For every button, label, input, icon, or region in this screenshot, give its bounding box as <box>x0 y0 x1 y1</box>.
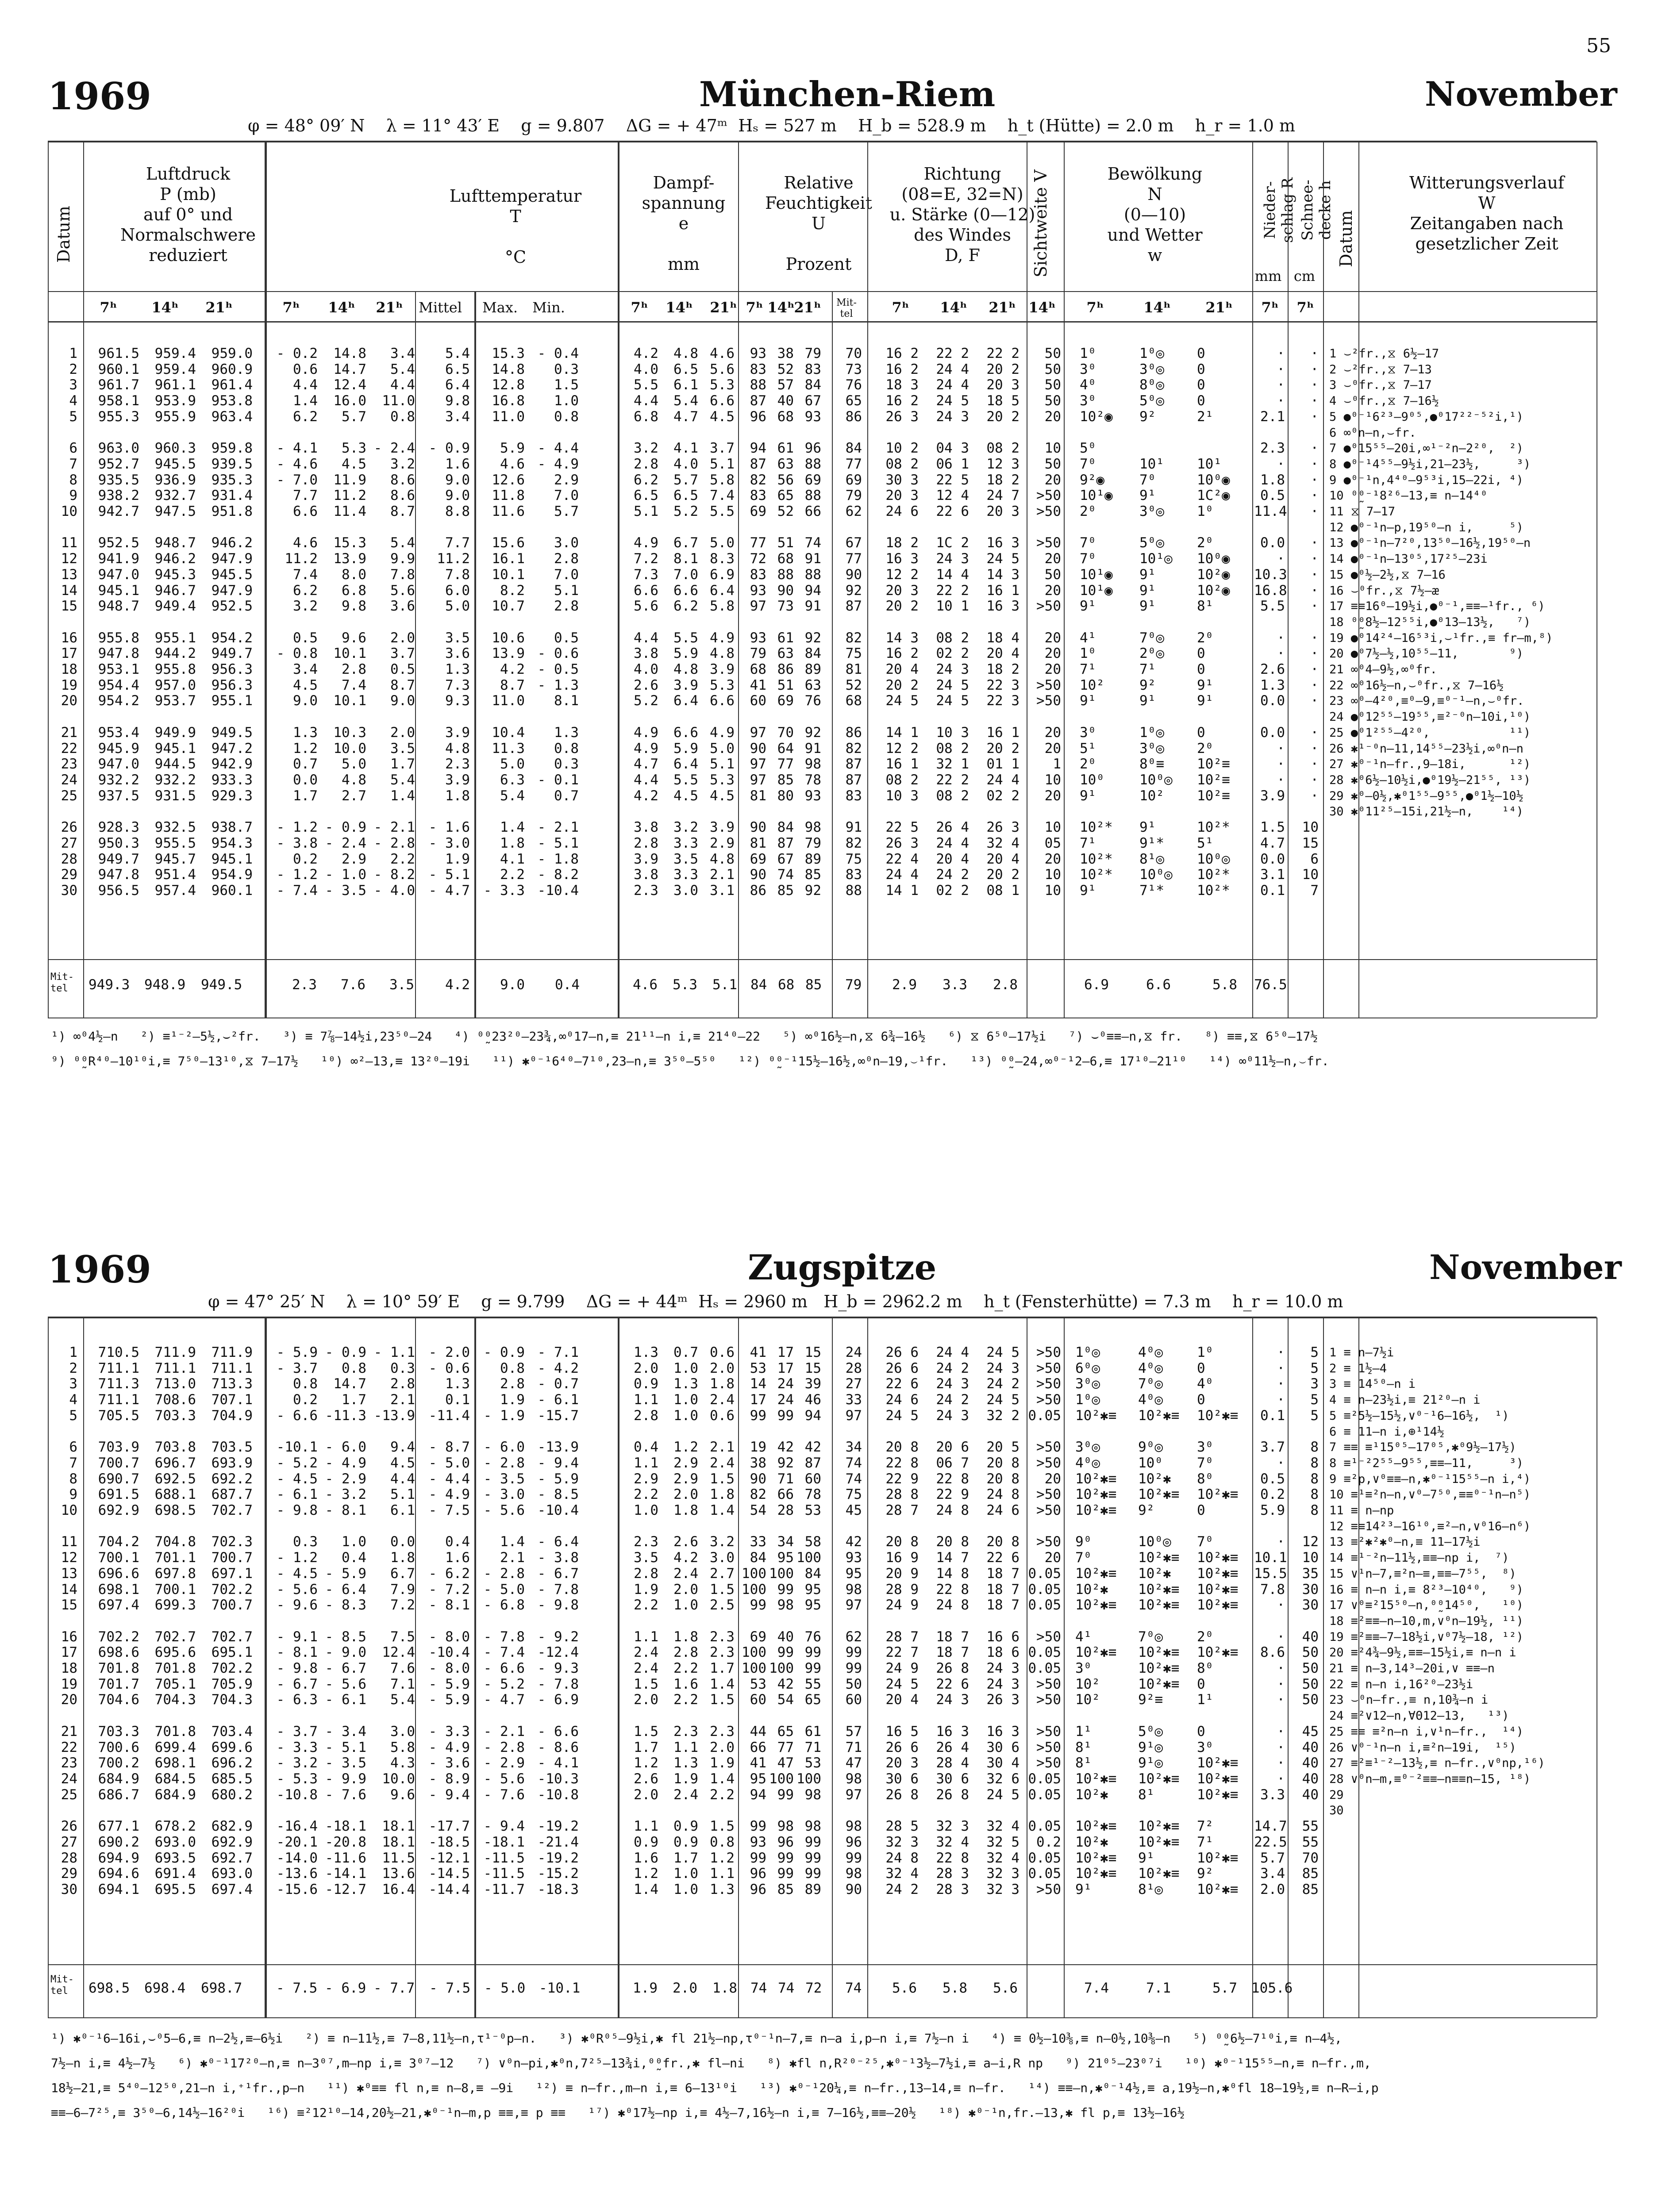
zugspitze-mean-umean: 74 <box>845 1980 862 1996</box>
munich-header-visibility: Sichtweite V <box>1031 169 1050 277</box>
zugspitze-col-temp-mean: - 2.0 - 0.6 1.3 0.1 -11.4 - 8.7 - 5.0 - 4.4 - 4.9 - 7.5 0.4 1.6 - 6.2 - 7.2 - 8.1 - 8.0 -10.4 - 8.0 - 5.9 - 5.9 - 3.3 - 4.9 - 3.6 - 8.9 - 9.4 -17.7 -18.5 -12.1 -14.5 -14.4 <box>428 1344 470 1897</box>
munich-month: November <box>1425 74 1617 114</box>
munich-sub-e14: 14ʰ <box>666 299 693 316</box>
zugspitze-mean-n7: 7.4 <box>1084 1980 1109 1996</box>
zugspitze-mean-tmin: -10.1 <box>539 1980 581 1996</box>
munich-header-snow: Schnee- decke h <box>1299 180 1334 241</box>
zugspitze-col-precip: · · · · 0.1 3.7 · 0.5 0.2 5.9 · 10.1 15.5 7.8 · · 8.6 · · · · · · · 3.3 14.7 22.5 5.7 3.4 2.0 <box>1254 1344 1287 1897</box>
zugspitze-mean-tmax: - 5.0 <box>484 1980 526 1996</box>
zugspitze-col-snow: 5 5 3 5 5 8 8 8 8 8 12 10 35 30 30 40 50 50 50 50 45 40 40 40 40 55 55 70 85 85 <box>1302 1344 1319 1897</box>
zugspitze-col-day: 1 2 3 4 5 6 7 8 9 10 11 12 13 14 15 16 17 18 19 20 21 22 23 24 25 26 27 28 29 30 <box>61 1344 77 1897</box>
munich-sub-p14: 14ʰ <box>151 299 179 316</box>
zugspitze-col-pressure-21h: 711.9 711.1 713.3 707.1 704.9 703.5 693.9 692.2 687.7 702.7 702.3 700.7 697.1 702.2 700.7 702.7 695.1 702.2 705.9 704.3 703.4 699.6 696.2 685.5 680.2 682.9 692.9 692.7 693.0 697.4 <box>211 1344 253 1897</box>
munich-mean-e21: 5.1 <box>712 977 737 993</box>
munich-mean-umean: 79 <box>845 977 862 993</box>
zugspitze-col-cloud-7h: 1⁰◎ 6⁰◎ 3⁰◎ 1⁰◎ 10²✱≡ 3⁰◎ 4⁰◎ 10²✱≡ 10²✱≡ 10²✱≡ 9⁰ 7⁰ 10²✱≡ 10²✱ 10²✱≡ 4¹ 10²✱≡ 3⁰ 10² 10² 1¹ 8¹ 8¹ 10²✱≡ 10²✱ 10²✱≡ 10²✱ 10²✱≡ 10²✱≡ 9¹ <box>1075 1344 1117 1897</box>
munich-header-precip: Nieder- schlag R <box>1261 177 1297 243</box>
munich-rule <box>1064 142 1065 1018</box>
munich-sub-p21: 21ʰ <box>205 299 233 316</box>
zugspitze-col-vapor-21h: 0.6 2.0 1.8 2.4 0.6 2.1 2.4 1.5 1.8 1.4 3.2 3.0 2.7 1.5 2.5 2.3 2.3 1.7 1.4 1.5 2.3 2.0 1.9 1.4 2.2 1.5 0.8 1.2 1.1 1.3 <box>710 1344 735 1897</box>
munich-mean-precip: 76.5 <box>1254 977 1287 993</box>
zugspitze-means-rule <box>48 1964 1597 1965</box>
munich-sub-u7: 7ʰ <box>746 299 763 316</box>
munich-sub-n14: 14ʰ <box>1143 299 1171 316</box>
zugspitze-rule <box>1288 1317 1289 2017</box>
zugspitze-mean-e14: 2.0 <box>673 1980 697 1996</box>
munich-col-day: 1 2 3 4 5 6 7 8 9 10 11 12 13 14 15 16 17 18 19 20 21 22 23 24 25 26 27 28 29 30 <box>61 346 77 899</box>
zugspitze-rule <box>867 1317 868 2017</box>
munich-header-vapor: Dampf- spannung e mm <box>642 173 726 274</box>
zugspitze-col-weather-course: 1 ≡ n–7½i 2 ≡ 1½–4 3 ≡ 14⁵⁰–n i 4 ≡ n–23½i,≡ 21²⁰–n i 5 ≡²5½–15½,∨⁰⁻¹6–16½, ¹) 6 ≡ 11–n i,⊕¹14½ 7 ≡≡ ≡¹15⁰⁵–17⁰⁵,✱⁰9½–17½) 8 ≡¹⁻²2⁵⁵–9⁵⁵,≡≡–11, ³) 9 ≡²p,∨⁰≡≡–n,✱⁰⁻¹15⁵⁵–n i,⁴) 10 ≡¹≡²n–n,∨⁰–7⁵⁰,≡≡⁰⁻¹n–n⁵) 11 ≡ n–np 12 ≡≡14²³–16¹⁰,≡²–n,∨⁰16–n⁶) 13 ≡²✱²✱⁰–n,≡ 11–17½i 14 ≡¹⁻²n–11½,≡≡–np i, ⁷) 15 ∨¹n–7,≡²n–≡,≡≡–7⁵⁵, ⁸) 16 ≡ n–n i,≡ 8²³–10⁴⁰, ⁹) 17 ∨⁰≡²15⁵⁰–n,⁰̰⁰14⁵⁰, ¹⁰) 18 ≡²≡≡–n–10,m,∨⁰n–19½, ¹¹) 19 ≡²≡≡–7–18½i,∨⁰7½–18, ¹²) 20 ≡²4¾–9½,≡≡–15½i,≡ n–n i 21 ≡ n–3,14³–20i,∨ ≡≡–n 22 ≡ n–n i,16²⁰–23½i 23 ⌣⁰n–fr.,≡ n,10¾–n i 24 ≡²∨12–n,ⱯΘ12–13, ¹³) 25 ≡≡ ≡²n–n i,∨¹n–fr., ¹⁴) 26 ∨⁰⁻¹n–n i,≡²n–19i, ¹⁵) 27 ≡²≡¹⁻²–13½,≡ n–fr.,∨⁰np,¹⁶) 28 ∨⁰n–m,≡⁰⁻²≡≡–n≡≡n–15, ¹⁸) 29 30 <box>1329 1346 1545 1818</box>
zugspitze-means-label: Mit- tel <box>50 1974 74 1997</box>
munich-col-precip: · · · · 2.1 2.3 · 1.8 0.5 11.4 0.0 · 10.3 16.8 5.5 · · 2.6 1.3 0.0 0.0 · · · 3.9 1.5 4.7 0.0 3.1 0.1 <box>1254 346 1287 899</box>
zugspitze-mean-p7: 698.5 <box>88 1980 130 1996</box>
munich-mean-n21: 5.8 <box>1212 977 1237 993</box>
zugspitze-col-temp-14h: - 0.9 0.8 14.7 1.7 -11.3 - 6.0 - 4.9 - 2.9 - 3.2 - 8.1 1.0 0.4 - 5.9 - 6.4 - 8.3 - 8.5 - 9.0 - 6.7 - 5.6 - 6.1 - 3.4 - 5.1 - 3.5 - 9.9 - 7.6 -18.1 -20.8 -11.6 -14.1 -12.7 <box>325 1344 366 1897</box>
zugspitze-col-cloud-21h: 1⁰ 0 4⁰ 0 10²✱≡ 3⁰ 7⁰ 8⁰ 10²✱≡ 0 7⁰ 10²✱≡ 10²✱≡ 10²✱≡ 10²✱≡ 2⁰ 10²✱≡ 8⁰ 0 1¹ 0 3⁰ 10²✱≡ 10²✱≡ 10²✱≡ 7² 7¹ 10²✱≡ 9² 10²✱≡ <box>1197 1344 1239 1897</box>
munich-header-datum: Datum <box>54 206 73 263</box>
munich-sub-tmean: Mittel <box>419 299 462 316</box>
zugspitze-station-coords: φ = 47° 25′ N λ = 10° 59′ E g = 9.799 ΔG = + 44ᵐ Hₛ = 2960 m H_b = 2962.2 m h_t (Fensterhütte) = 7.3 m h_r = 10.0 m <box>208 1292 1343 1311</box>
zugspitze-rule <box>48 1317 49 2017</box>
munich-col-humidity-7h: 93 83 88 87 96 94 87 82 83 69 77 72 83 93 97 93 79 68 41 60 97 90 97 97 81 90 81 69 90 86 <box>750 346 766 899</box>
munich-mean-e7: 4.6 <box>633 977 658 993</box>
zugspitze-col-pressure-7h: 710.5 711.1 711.3 711.1 705.5 703.9 700.7 690.7 691.5 692.9 704.2 700.1 696.6 698.1 697.4 702.2 698.6 701.8 701.7 704.6 703.3 700.6 700.2 684.9 686.7 677.1 690.2 694.9 694.6 694.1 <box>98 1344 139 1897</box>
munich-col-visibility: 50 50 50 50 20 10 50 20 >50 >50 >50 20 50 20 >50 20 20 20 >50 >50 20 20 1 10 20 10 05 20 10 10 <box>1036 346 1061 899</box>
munich-col-pressure-21h: 959.0 960.9 961.4 953.8 963.4 959.8 939.5 935.3 931.4 951.8 946.2 947.9 945.5 947.9 952.5 954.2 949.7 956.3 956.3 955.1 949.5 947.2 942.9 933.3 929.3 938.7 954.3 945.1 954.9 960.1 <box>211 346 253 899</box>
munich-mean-u7: 84 <box>750 977 767 993</box>
munich-means-label: Mit- tel <box>50 972 74 994</box>
zugspitze-col-vapor-7h: 1.3 2.0 0.9 1.1 2.8 0.4 1.1 2.9 2.2 1.0 2.3 3.5 2.8 1.9 2.2 1.1 2.4 2.4 1.5 2.0 1.5 1.7 1.2 2.6 2.0 1.1 0.9 1.6 1.2 1.4 <box>634 1344 658 1897</box>
zugspitze-mean-w21: 5.6 <box>993 1980 1018 1996</box>
munich-sub-e7: 7ʰ <box>631 299 648 316</box>
zugspitze-mean-p14: 698.4 <box>144 1980 186 1996</box>
munich-mean-tmin: 0.4 <box>555 977 580 993</box>
zugspitze-col-temp-7h: - 5.9 - 3.7 0.8 0.2 - 6.6 -10.1 - 5.2 - 4.5 - 6.1 - 9.8 0.3 - 1.2 - 4.5 - 5.6 - 9.6 - 9.1 - 8.1 - 9.8 - 6.7 - 6.3 - 3.7 - 3.3 - 3.2 - 5.3 -10.8 -16.4 -20.1 -14.0 -13.6 -15.6 <box>276 1344 318 1897</box>
munich-col-cloud-21h: 0 0 0 0 2¹ 10¹ 10⁰◉ 1C²◉ 1⁰ 2⁰ 10⁰◉ 10²◉ 10²◉ 8¹ 2⁰ 0 0 9¹ 9¹ 0 2⁰ 10²≡ 10²≡ 10²≡ 10²* 5¹ 10⁰◎ 10²* 10²* <box>1197 346 1230 899</box>
munich-col-weather-course: 1 ⌣²fr.,⧖ 6½–17 2 ⌣²fr.,⧖ 7–13 3 ⌣⁰fr.,⧖ 7–17 4 ⌣⁰fr.,⧖ 7–16½ 5 ●⁰⁻¹6²³–9⁰⁵,●⁰17²²⁻⁵²i,¹) 6 ∞⁰n–n,⌣fr. 7 ●⁰15⁵⁵–20i,∞¹⁻²n–2²⁰, ²) 8 ●⁰⁻¹4⁵⁵–9½i,21–23½, ³) 9 ●⁰⁻¹n,4⁴⁰–9⁵³i,15–22i, ⁴) 10 ⁰̰⁰⁻¹8²⁶–13,≡ n–14⁴⁰ 11 ⧖ 7–17 12 ●⁰⁻¹n–p,19⁵⁰–n i, ⁵) 13 ●⁰⁻¹n–7²⁰,13⁵⁰–16½,19⁵⁰–n 14 ●⁰⁻¹n–13⁰⁵,17²⁵–23i 15 ●⁰½–2½,⧖ 7–16 16 ⌣⁰fr.,⧖ 7½–æ 17 ≡≡16⁰–19½i,●⁰⁻¹,≡≡–¹fr., ⁶) 18 ⁰̰⁰8½–12⁵⁵i,●⁰13–13½, ⁷) 19 ●⁰14²⁴–16⁵³i,⌣¹fr.,≡ fr–m,⁸) 20 ●⁰7½–½,10⁵⁵–11, ⁹) 21 ∞⁰4–9½,∞⁰fr. 22 ∞⁰16½–n,⌣⁰fr.,⧖ 7–16½ 23 ∞⁰–4²⁰,≡⁰–9,≡⁰⁻¹–n,⌣⁰fr. 24 ●⁰12⁵⁵–19⁵⁵,≡²⁻⁰n–10i,¹⁰) 25 ●⁰1²⁵⁵–4²⁰, ¹¹) 26 ✱¹⁻⁰n–11,14⁵⁵–23½i,∞⁰n–n 27 ✱⁰⁻¹n–fr.,9–18i, ¹²) 28 ✱⁰6½–10½i,●⁰19½–21⁵⁵, ¹³) 29 ✱⁰–0½,✱⁰1⁵⁵–9⁵⁵,●⁰1½–10½ 30 ✱⁰11²⁵–15i,21½–n, ¹⁴) <box>1329 347 1553 819</box>
munich-rule <box>1252 142 1253 1018</box>
zugspitze-table-bottom-rule <box>48 2017 1597 2018</box>
munich-rule <box>1323 142 1324 1018</box>
munich-sub-vis14: 14ʰ <box>1028 299 1056 316</box>
munich-header-weather: Witterungsverlauf W Zeitangaben nach gesetzlicher Zeit <box>1409 173 1564 253</box>
munich-station-coords: φ = 48° 09′ N λ = 11° 43′ E g = 9.807 ΔG = + 47ᵐ Hₛ = 527 m H_b = 528.9 m h_t (Hütte) = 2.0 m h_r = 1.0 m <box>248 116 1295 135</box>
zugspitze-year: 1969 <box>48 1248 151 1291</box>
munich-footnote: ¹) ∞⁰4½–n ²) ≡¹⁻²–5½,⌣²fr. ³) ≡ 7⅞–14½i,23⁵⁰–24 ⁴) ⁰̰⁰23²⁰–23¾,∞⁰17–n,≡ 21¹¹–n i,≡ 21⁴⁰–22 ⁵) ∞⁰16½–n,⧖ 6¾–16½ ⁶) ⧖ 6⁵⁰–17½i ⁷) ⌣⁰≡≡–n,⧖ fr. ⁸) ≡≡,⧖ 6⁵⁰–17½ <box>51 1029 1318 1044</box>
munich-col-wind-14h: 22 2 24 4 24 4 24 5 24 3 04 3 06 1 22 5 12 4 22 6 1C 2 24 3 14 4 22 2 10 1 08 2 02 2 24 3 24 5 24 5 10 3 08 2 32 1 22 2 08 2 26 4 24 4 20 4 24 2 02 2 <box>936 346 969 899</box>
munich-sub-t7: 7ʰ <box>282 299 300 316</box>
zugspitze-col-wind-14h: 24 4 24 2 24 3 24 2 24 3 20 6 06 7 22 8 22 9 24 8 20 8 14 7 14 8 22 8 24 8 18 7 18 7 26 8 22 6 24 3 16 3 26 4 28 4 30 6 26 8 32 3 32 4 22 8 28 3 28 3 <box>936 1344 969 1897</box>
munich-col-pressure-14h: 959.4 959.4 961.1 953.9 955.9 960.3 945.5 936.9 932.7 947.5 948.7 946.2 945.3 946.7 949.4 955.1 944.2 955.8 957.0 953.7 949.9 945.1 944.5 932.2 931.5 932.5 955.5 945.7 951.4 957.4 <box>154 346 196 899</box>
zugspitze-rule <box>1064 1317 1065 2017</box>
munich-station-title: München-Riem <box>699 74 996 115</box>
zugspitze-mean-t14: - 6.9 <box>325 1980 366 1996</box>
munich-mean-p7: 949.3 <box>88 977 130 993</box>
munich-header-humidity: Relative Feuchtigkeit U Prozent <box>765 173 872 274</box>
zugspitze-mean-n14: 7.1 <box>1146 1980 1171 1996</box>
munich-sub-tmax: Max. <box>482 299 518 316</box>
zugspitze-col-wind-21h: 24 5 24 3 24 2 24 5 32 2 20 5 20 8 20 8 24 8 24 6 20 8 22 6 18 7 18 7 18 7 16 6 18 6 24 3 24 3 26 3 16 3 30 6 30 4 32 6 24 5 32 4 32 5 32 4 32 3 32 3 <box>986 1344 1020 1897</box>
munich-precip-unit: mm <box>1254 268 1282 284</box>
zugspitze-rule <box>1252 1317 1253 2017</box>
munich-col-humidity-mean: 70 73 76 65 86 84 77 69 79 62 67 77 90 92 87 82 75 81 52 68 86 82 87 87 83 91 82 75 83 88 <box>845 346 862 899</box>
munich-col-temp-14h: 14.8 14.7 12.4 16.0 5.7 5.3 4.5 11.9 11.2 11.4 15.3 13.9 8.0 6.8 9.8 9.6 10.1 2.8 7.4 10.1 10.3 10.0 5.0 4.8 2.7 - 0.9 - 2.4 2.9 - 1.0 - 3.5 <box>325 346 366 899</box>
munich-mean-tmax: 9.0 <box>500 977 525 993</box>
zugspitze-col-cloud-14h: 4⁰◎ 4⁰◎ 7⁰◎ 4⁰◎ 10²✱≡ 9⁰◎ 10⁰ 10²✱ 10²✱≡ 9² 10⁰◎ 10²✱≡ 10²✱ 10²✱≡ 10²✱≡ 7⁰◎ 10²✱≡ 10²✱≡ 10²✱≡ 9²≡ 5⁰◎ 9¹◎ 9¹◎ 10²✱≡ 8¹ 10²✱≡ 10²✱≡ 9¹ 10²✱≡ 8¹◎ <box>1138 1344 1180 1897</box>
zugspitze-col-temp-min: - 7.1 - 4.2 - 0.7 - 6.1 -15.7 -13.9 - 9.4 - 5.9 - 8.5 -10.4 - 6.4 - 3.8 - 6.7 - 7.8 - 9.8 - 9.2 -12.4 - 9.3 - 7.8 - 6.9 - 6.6 - 8.6 - 4.1 -10.3 -10.8 -19.2 -21.4 -19.2 -15.2 -18.3 <box>537 1344 579 1897</box>
munich-col-vapor-14h: 4.8 6.5 6.1 5.4 4.7 4.1 4.0 5.7 6.5 5.2 6.7 8.1 7.0 6.6 6.2 5.5 5.9 4.8 3.9 6.4 6.6 5.9 6.4 5.5 4.5 3.2 3.3 3.5 3.3 3.0 <box>673 346 698 899</box>
munich-rule <box>48 142 49 1018</box>
munich-sub-n21: 21ʰ <box>1205 299 1233 316</box>
zugspitze-col-temp-max: - 0.9 0.8 2.8 1.9 - 1.9 - 6.0 - 2.8 - 3.5 - 3.0 - 5.6 1.4 2.1 - 2.8 - 5.0 - 6.8 - 7.8 - 7.4 - 6.6 - 5.2 - 4.7 - 2.1 - 2.8 - 2.9 - 5.6 - 7.6 - 9.4 -18.1 -11.5 -11.5 -11.7 <box>483 1344 525 1897</box>
munich-mean-e14: 5.3 <box>673 977 697 993</box>
munich-sub-h7: 7ʰ <box>1297 299 1314 316</box>
zugspitze-rule <box>1323 1317 1324 2017</box>
munich-snow-unit: cm <box>1293 268 1316 284</box>
munich-col-temp-max: 15.3 14.8 12.8 16.8 11.0 5.9 4.6 12.6 11.8 11.6 15.6 16.1 10.1 8.2 10.7 10.6 13.9 4.2 8.7 11.0 10.4 11.3 5.0 6.3 5.4 1.4 1.8 4.1 2.2 - 3.3 <box>483 346 525 899</box>
zugspitze-mean-t21: - 7.7 <box>373 1980 415 1996</box>
munich-header-temperature: Lufttemperatur T °C <box>449 186 582 267</box>
zugspitze-mean-p21: 698.7 <box>201 1980 242 1996</box>
munich-mean-t14: 7.6 <box>341 977 365 993</box>
munich-sub-r7: 7ʰ <box>1261 299 1279 316</box>
munich-header-datum-right: Datum <box>1336 210 1356 268</box>
zugspitze-col-wind-7h: 26 6 26 6 22 6 24 6 24 5 20 8 22 8 22 9 28 8 28 7 20 8 16 9 20 9 28 9 24 9 28 7 22 7 24 9 24 5 20 4 16 5 26 6 20 3 30 6 26 8 28 5 32 3 24 8 32 4 24 2 <box>885 1344 919 1897</box>
munich-sub-u14: 14ʰ <box>767 299 795 316</box>
munich-footnote: ⁹) ⁰̰⁰R⁴⁰–10¹⁰i,≡ 7⁵⁰–13¹⁰,⧖ 7–17½ ¹⁰) ∞²–13,≡ 13²⁰–19i ¹¹) ✱⁰⁻¹6⁴⁰–7¹⁰,23–n,≡ 3⁵⁰–5⁵⁰ ¹²) ⁰̰⁰⁻¹15½–16½,∞⁰n–19,⌣¹fr. ¹³) ⁰̰⁰–24,∞⁰⁻¹2–6,≡ 17¹⁰–21¹⁰ ¹⁴) ∞⁰11½–n,⌣fr. <box>51 1054 1329 1068</box>
munich-col-temp-mean: 5.4 6.5 6.4 9.8 3.4 - 0.9 1.6 9.0 9.0 8.8 7.7 11.2 7.8 6.0 5.0 3.5 3.6 1.3 7.3 9.3 3.9 4.8 2.3 3.9 1.8 - 1.6 - 3.0 1.9 - 5.1 - 4.7 <box>428 346 470 899</box>
munich-mean-p21: 949.5 <box>201 977 242 993</box>
zugspitze-footnote: 7½–n i,≡ 4½–7½ ⁶) ✱⁰⁻¹17²⁰–n,≡ n–3⁰⁷,m–np i,≡ 3⁰⁷–12 ⁷) ∨⁰n–pi,✱⁰n,7²⁵–13¾i,⁰̰⁰fr.,✱ fl–ni ⁸) ✱fl n,R²⁰⁻²⁵,✱⁰⁻¹3½–7½i,≡ a–i,R np ⁹) 21⁰⁵–23⁰⁷i ¹⁰) ✱⁰⁻¹15⁵⁵–n,≡ n–fr.,m, <box>51 2056 1371 2070</box>
munich-col-vapor-21h: 4.6 5.6 5.3 6.6 4.5 3.7 5.1 5.8 7.4 5.5 5.0 8.3 6.9 6.4 5.8 4.9 4.8 3.9 5.3 6.6 4.9 5.0 5.1 5.3 4.5 3.9 2.9 4.8 2.1 3.1 <box>710 346 735 899</box>
zugspitze-footnote: ≡≡–6–7²⁵,≡ 3⁵⁰–6,14½–16²⁰i ¹⁶) ≡²12¹⁰–14,20½–21,✱⁰⁻¹n–m,p ≡≡,≡ p ≡≡ ¹⁷) ✱⁰17½–np i,≡ 4½–7,16½–n i,≡ 7–16½,≡≡–20½ ¹⁸) ✱⁰⁻¹n,fr.–13,✱ fl p,≡ 13½–16½ <box>51 2105 1185 2120</box>
zugspitze-month: November <box>1429 1248 1622 1287</box>
zugspitze-mean-precip: 105.6 <box>1251 1980 1293 1996</box>
munich-sub-e21: 21ʰ <box>710 299 737 316</box>
zugspitze-col-humidity-mean: 24 28 27 33 97 34 74 74 75 45 42 93 95 98 97 62 99 99 50 60 57 71 47 98 97 98 96 99 98 90 <box>845 1344 862 1897</box>
munich-sub-w7: 7ʰ <box>892 299 909 316</box>
munich-rule <box>1288 142 1289 1018</box>
munich-means-rule <box>48 959 1597 960</box>
zugspitze-mean-w14: 5.8 <box>943 1980 967 1996</box>
zugspitze-col-vapor-14h: 0.7 1.0 1.3 1.0 1.0 1.2 2.9 2.9 2.0 1.8 2.6 4.2 2.4 2.0 1.0 1.8 2.8 2.2 1.6 2.2 2.3 1.1 1.3 1.9 2.4 0.9 0.9 1.7 1.0 1.0 <box>673 1344 698 1897</box>
munich-subheader-rule <box>48 321 1597 323</box>
munich-sub-tmin: Min. <box>532 299 565 316</box>
munich-header-rule <box>48 291 1597 292</box>
zugspitze-mean-u21: 72 <box>805 1980 822 1996</box>
zugspitze-col-humidity-7h: 41 53 14 17 99 19 38 90 82 54 33 84 100 100 99 69 100 100 53 60 44 66 41 95 94 99 93 99 96 96 <box>742 1344 766 1897</box>
munich-col-vapor-7h: 4.2 4.0 5.5 4.4 6.8 3.2 2.8 6.2 6.5 5.1 4.9 7.2 7.3 6.6 5.6 4.4 3.8 4.0 2.6 5.2 4.9 4.9 4.7 4.4 4.2 3.8 2.8 3.9 3.8 2.3 <box>634 346 658 899</box>
zugspitze-col-temp-21h: - 1.1 0.3 2.8 2.1 -13.9 9.4 4.5 4.4 5.1 6.1 0.0 1.8 6.7 7.9 7.2 7.5 12.4 7.6 7.1 5.4 3.0 5.8 4.3 10.0 9.6 18.1 18.1 11.5 13.6 16.4 <box>373 1344 415 1897</box>
zugspitze-col-humidity-21h: 15 15 39 46 94 42 87 60 78 53 58 100 84 95 95 76 99 99 55 65 61 71 53 100 98 98 99 99 99 89 <box>796 1344 821 1897</box>
munich-col-pressure-7h: 961.5 960.1 961.7 958.1 955.3 963.0 952.7 935.5 938.2 942.7 952.5 941.9 947.0 945.1 948.7 955.8 947.8 953.1 954.4 954.2 953.4 945.9 947.0 932.2 937.5 928.3 950.3 949.7 947.8 956.5 <box>98 346 139 899</box>
munich-mean-w14: 3.3 <box>943 977 967 993</box>
munich-col-cloud-14h: 1⁰◎ 3⁰◎ 8⁰◎ 5⁰◎ 9² 10¹ 7⁰ 9¹ 3⁰◎ 5⁰◎ 10¹◎ 9¹ 9¹ 9¹ 7⁰◎ 2⁰◎ 7¹ 9² 9¹ 1⁰◎ 3⁰◎ 8⁰≡ 10⁰◎ 10² 9¹ 9¹* 8¹◎ 10⁰◎ 7¹* <box>1139 346 1173 899</box>
zugspitze-col-visibility: >50 >50 >50 >50 0.05 >50 >50 20 >50 >50 >50 20 0.05 0.05 0.05 >50 0.05 0.05 >50 >50 >50 >50 >50 0.05 0.05 0.05 0.2 0.05 0.05 >50 <box>1028 1344 1061 1897</box>
zugspitze-col-humidity-14h: 17 17 24 24 99 42 92 71 66 28 34 95 100 99 98 40 99 100 42 54 65 77 47 100 99 98 96 99 99 85 <box>769 1344 794 1897</box>
munich-rule <box>867 142 868 1018</box>
munich-mean-p14: 948.9 <box>144 977 186 993</box>
munich-col-temp-7h: - 0.2 0.6 4.4 1.4 6.2 - 4.1 - 4.6 - 7.0 7.7 6.6 4.6 11.2 7.4 6.2 3.2 0.5 - 0.8 3.4 4.5 9.0 1.3 1.2 0.7 0.0 1.7 - 1.2 - 3.8 0.2 - 1.2 - 7.4 <box>276 346 318 899</box>
munich-mean-t7: 2.3 <box>292 977 317 993</box>
munich-year: 1969 <box>48 74 151 118</box>
munich-mean-w7: 2.9 <box>892 977 917 993</box>
munich-col-wind-21h: 22 2 20 2 20 3 18 5 20 2 08 2 12 3 18 2 24 7 20 3 16 3 24 5 14 3 16 1 16 3 18 4 20 4 18 2 22 3 22 3 16 1 20 2 01 1 24 4 02 2 26 3 32 4 20 4 20 2 08 1 <box>986 346 1020 899</box>
page-number: 55 <box>1586 35 1611 57</box>
munich-col-cloud-7h: 1⁰ 3⁰ 4⁰ 3⁰ 10²◉ 5⁰ 7⁰ 9²◉ 10¹◉ 2⁰ 7⁰ 7⁰ 10¹◉ 10¹◉ 9¹ 4¹ 1⁰ 7¹ 10² 9¹ 3⁰ 5¹ 2⁰ 10⁰ 9¹ 10²* 7¹ 10²* 10²* 9¹ <box>1080 346 1113 899</box>
munich-col-wind-7h: 16 2 16 2 18 3 16 2 26 3 10 2 08 2 30 3 20 3 24 6 18 2 16 3 12 2 20 3 20 2 14 3 16 2 20 4 20 2 24 5 14 1 12 2 16 1 08 2 10 3 22 5 26 3 22 4 24 4 14 1 <box>885 346 919 899</box>
munich-mean-t21: 3.5 <box>389 977 414 993</box>
munich-col-humidity-14h: 38 52 57 40 68 61 63 56 65 52 51 68 88 90 73 61 63 86 51 69 70 64 77 85 80 84 87 67 74 85 <box>777 346 794 899</box>
munich-table-top-rule <box>48 141 1597 142</box>
munich-mean-u21: 85 <box>805 977 822 993</box>
zugspitze-mean-w7: 5.6 <box>892 1980 917 1996</box>
munich-col-temp-min: - 0.4 0.3 1.5 1.0 0.8 - 4.4 - 4.9 2.9 7.0 5.7 3.0 2.8 7.0 5.1 2.8 0.5 - 0.6 - 0.5 - 1.3 8.1 1.3 0.8 0.3 - 0.1 0.7 - 2.1 - 5.1 - 1.8 - 8.2 -10.4 <box>537 346 579 899</box>
zugspitze-col-pressure-14h: 711.9 711.1 713.0 708.6 703.3 703.8 696.7 692.5 688.1 698.5 704.8 701.1 697.8 700.1 699.3 702.7 695.6 701.8 705.1 704.3 701.8 699.4 698.1 684.5 684.9 678.2 693.0 693.5 691.4 695.5 <box>154 1344 196 1897</box>
munich-header-wind: Richtung (08=E, 32=N) u. Stärke (0—12) des Windes D, F <box>889 164 1035 265</box>
munich-sub-w21: 21ʰ <box>989 299 1016 316</box>
munich-sub-t14: 14ʰ <box>328 299 355 316</box>
munich-header-cloud: Bewölkung N (0—10) und Wetter w <box>1107 164 1203 265</box>
munich-col-snow: · · · · · · · · · · · · · · · · · · · · · · · · · 10 15 6 10 7 <box>1302 346 1319 899</box>
zugspitze-mean-e7: 1.9 <box>633 1980 658 1996</box>
zugspitze-footnote: ¹) ✱⁰⁻¹6–16i,⌣⁰5–6,≡ n–2½,≡–6½i ²) ≡ n–11½,≡ 7–8,11½–n,τ¹⁻⁰p–n. ³) ✱⁰R⁰⁵–9½i,✱ fl 21½–np,τ⁰⁻¹n–7,≡ n–a i,p–n i,≡ 7½–n i ⁴) ≡ 0½–10⅜,≡ n–0½,10⅜–n ⁵) ⁰̰⁰6½–7¹⁰i,≡ n–4½, <box>51 2031 1342 2046</box>
munich-sub-w14: 14ʰ <box>940 299 967 316</box>
munich-col-temp-21h: 3.4 5.4 4.4 11.0 0.8 - 2.4 3.2 8.6 8.6 8.7 5.4 9.9 7.8 5.6 3.6 2.0 3.7 0.5 8.7 9.0 2.0 3.5 1.7 5.4 1.4 - 2.1 - 2.8 2.2 - 8.2 - 4.0 <box>373 346 415 899</box>
munich-mean-tmean: 4.2 <box>445 977 470 993</box>
munich-mean-u14: 68 <box>778 977 795 993</box>
munich-sub-u21: 21ʰ <box>794 299 821 316</box>
zugspitze-mean-t7: - 7.5 <box>276 1980 318 1996</box>
zugspitze-mean-u14: 74 <box>778 1980 795 1996</box>
munich-mean-n7: 6.9 <box>1084 977 1109 993</box>
munich-sub-p7: 7ʰ <box>100 299 117 316</box>
zugspitze-mean-u7: 74 <box>750 1980 767 1996</box>
zugspitze-station-title: Zugspitze <box>748 1248 937 1288</box>
munich-sub-umean: Mit-tel <box>836 297 857 319</box>
munich-mean-w21: 2.8 <box>993 977 1018 993</box>
zugspitze-footnote: 18½–21,≡ 5⁴⁰–12⁵⁰,21–n i,⁺¹fr.,p–n ¹¹) ✱⁰≡≡ fl n,≡ n–8,≡ –9i ¹²) ≡ n–fr.,m–n i,≡ 6–13¹⁰i ¹³) ✱⁰⁻¹20¼,≡ n–fr.,13–14,≡ n–fr. ¹⁴) ≡≡–n,✱⁰⁻¹4½,≡ a,19½–n,✱⁰fl 18–19½,≡ n–R–i,p <box>51 2081 1379 2095</box>
munich-col-humidity-21h: 79 83 84 67 93 96 88 69 88 66 74 91 88 94 91 92 84 89 63 76 92 91 98 78 93 98 79 89 85 92 <box>804 346 821 899</box>
munich-sub-n7: 7ʰ <box>1086 299 1104 316</box>
zugspitze-table-top-rule <box>48 1317 1597 1318</box>
zugspitze-mean-tmean: - 7.5 <box>429 1980 471 1996</box>
zugspitze-mean-n21: 5.7 <box>1212 1980 1237 1996</box>
munich-mean-n14: 6.6 <box>1146 977 1171 993</box>
zugspitze-mean-e21: 1.8 <box>712 1980 737 1996</box>
munich-header-pressure: Luftdruck P (mb) auf 0° und Normalschwere reduziert <box>120 164 256 265</box>
munich-sub-t21: 21ʰ <box>376 299 403 316</box>
